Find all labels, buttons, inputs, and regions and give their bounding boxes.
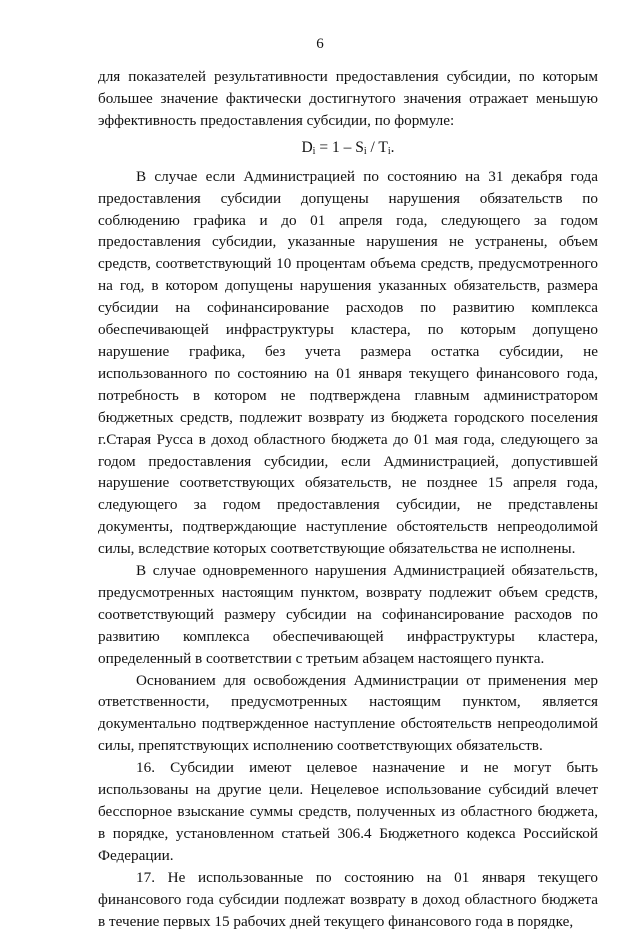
paragraph-simultaneous-violation: В случае одновременного нарушения Администрацией обязательств, предусмотренных настоящим пунктом, возврату подлежит объем средств, соответствующий размеру субсидии на софинансирование расходов по развитию комплекса обеспечивающей инфраструктуры кластера, определенный в соответствии с третьим абзацем настоящего пункта. (98, 562, 598, 667)
paragraph-item-16: 16. Субсидии имеют целевое назначение и не могут быть использованы на другие цели. Нецелевое использование субсидий влечет бесспорное взыскание суммы средств, полученных из областного бюджета, в порядке, установленном статьей 306.4 Бюджетного кодекса Российской Федерации. (98, 759, 598, 864)
paragraph-violation-return: В случае если Администрацией по состоянию на 31 декабря года предоставления субсидии допущены нарушения обязательств по соблюдению графика и до 01 апреля года, следующего за годом предоставления субсидии, указанные нарушения не устранены, объем средств, соответствующий 10 процентам объема средств, предусмотренного на год, в котором допущены нарушения указанных обязательств, размера субсидии на софинансирование расходов по развитию комплекса обеспечивающей инфраструктуры кластера, по которым допущено нарушение графика, без учета размера остатка субсидии, не использованного по состоянию на 01 января текущего финансового года, потребность в котором не подтверждена главным администратором бюджетных средств, подлежит возврату из бюджета городского поселения г.Старая Русса в доход областного бюджета до 01 мая года, следующего за годом предоставления субсидии, если Администрацией, допустившей нарушение соответствующих обязательств, не позднее 15 апреля года, следующего за годом предоставления субсидии, не представлены документы, подтверждающие наступление обстоятельств непреодолимой силы, вследствие которых соответствующие обязательства не исполнены. (98, 167, 598, 558)
paragraph-intro: для показателей результативности предоставления субсидии, по которым большее значение фактически достигнутого значения отражает меньшую эффективность предоставления субсидии, по формуле: (98, 68, 598, 129)
formula-s-subscript: i (363, 145, 367, 157)
formula-t-subscript: i (387, 145, 391, 157)
page-number: 6 (316, 36, 324, 52)
formula (98, 136, 598, 164)
paragraph-exemption-basis: Основанием для освобождения Администрации от применения мер ответственности, предусмотренных настоящим пунктом, является документально подтвержденное наступление обстоятельств непреодолимой силы, препятствующих исполнению соответствующих обязательств. (98, 671, 598, 755)
formula-lhs-subscript: i (312, 145, 316, 157)
document-body (98, 66, 598, 932)
paragraph-item-17: 17. Не использованные по состоянию на 01 января текущего финансового года субсидии подлежат возврату в доход областного бюджета в течение первых 15 рабочих дней текущего финансового года в порядке, (98, 868, 598, 930)
formula-rhs: / T (366, 138, 388, 156)
formula-end: . (390, 138, 395, 156)
formula-lhs: D (301, 138, 313, 156)
formula-middle: = 1 – S (315, 138, 364, 156)
